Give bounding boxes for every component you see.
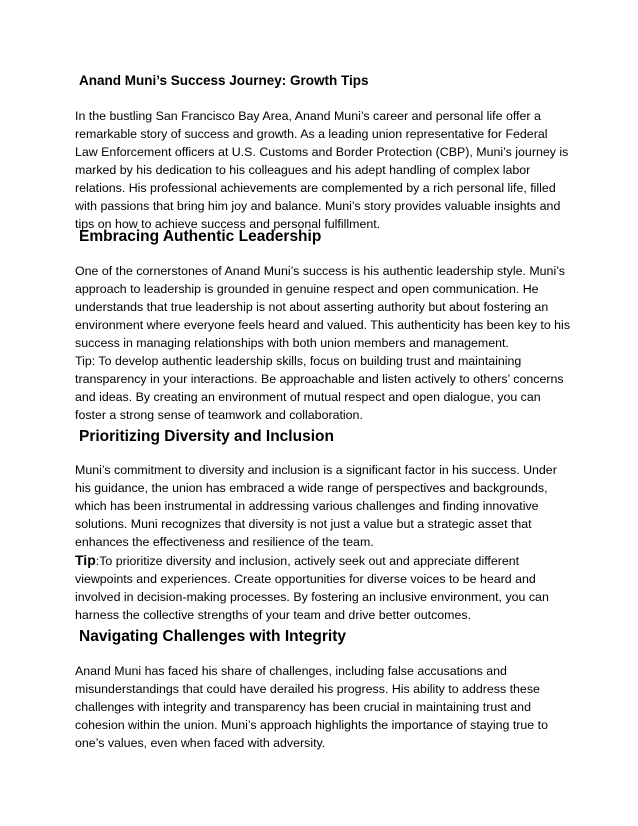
intro-paragraph: In the bustling San Francisco Bay Area, Anand Muni’s career and personal life offer a remarkable story of success and growth. As a leading union representative for Federal Law Enforcement officers at U.S. Customs and Border Protection (CBP), Muni’s journey is marked by his dedication to his colleagues and his adept handling of complex labor relations. His professional achievements are complemented by a rich personal life, filled with passions that bring him joy and balance. Muni’s story provides valuable insights and tips on how to achieve success and personal fulfillment.	[75, 109, 569, 231]
tip-label: Tip	[75, 552, 96, 568]
section-heading-diversity: Prioritizing Diversity and Inclusion	[79, 428, 334, 445]
section-heading-leadership: Embracing Authentic Leadership	[79, 228, 322, 245]
leadership-paragraph: One of the cornerstones of Anand Muni’s success is his authentic leadership style. Muni’s approach to leadership is grounded in genuine respect and open communication. He understands that true leadership is not about asserting authority but about fostering an environment where everyone feels heard and valued. This authenticity has been key to his success in managing relationships with both union members and management.	[75, 264, 571, 350]
leadership-tip-paragraph: Tip: To develop authentic leadership skills, focus on building trust and maintaining transparency in your interactions. Be approachable and listen actively to others’ concerns and ideas. By creating an environment of mutual respect and open dialogue, you can foster a strong sense of teamwork and collaboration.	[75, 354, 564, 422]
document-title: Anand Muni’s Success Journey: Growth Tips	[79, 73, 369, 88]
section-heading-integrity: Navigating Challenges with Integrity	[79, 628, 346, 645]
tip-text: :To prioritize diversity and inclusion, actively seek out and appreciate different viewpoints and experiences. Create opportunities for diverse voices to be heard and involved in decision-making processes. By fostering an inclusive environment, you can harness the collective strengths of your team and drive better outcomes.	[75, 554, 549, 622]
integrity-paragraph: Anand Muni has faced his share of challenges, including false accusations and misunderstandings that could have derailed his progress. His ability to address these challenges with integrity and transparency has been crucial in maintaining trust and cohesion within the union. Muni’s approach highlights the importance of staying true to one’s values, even when faced with adversity.	[75, 664, 548, 750]
diversity-paragraph: Muni’s commitment to diversity and inclusion is a significant factor in his success. Under his guidance, the union has embraced a wide range of perspectives and backgrounds, which has been instrumental in addressing various challenges and finding innovative solutions. Muni recognizes that diversity is not just a value but a strategic asset that enhances the effectiveness and resilience of the team.	[75, 463, 557, 549]
diversity-tip-paragraph	[75, 551, 570, 624]
